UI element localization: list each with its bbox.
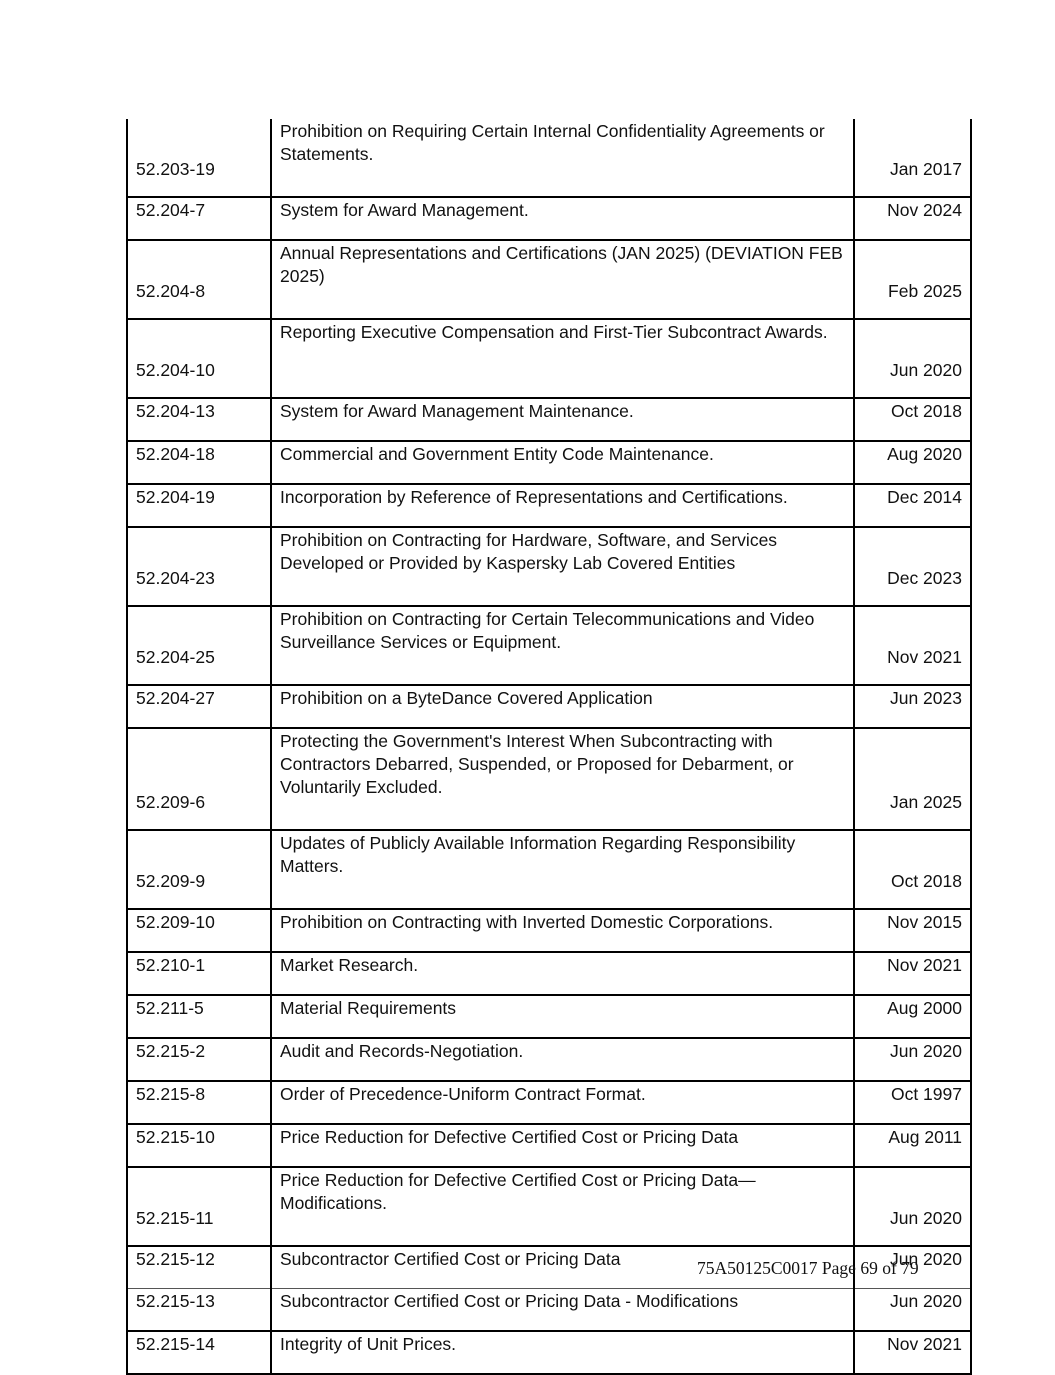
clause-title: Commercial and Government Entity Code Maintenance.: [271, 441, 854, 484]
clause-date: Nov 2024: [854, 197, 971, 240]
clause-title: Audit and Records-Negotiation.: [271, 1038, 854, 1081]
clause-date: Aug 2000: [854, 995, 971, 1038]
clauses-table: [126, 119, 972, 1375]
clause-date: Oct 2018: [854, 830, 971, 909]
clause-title: Prohibition on Contracting for Hardware, Software, and Services Developed or Provided by Kaspersky Lab Covered Entities: [271, 527, 854, 606]
clause-title: Subcontractor Certified Cost or Pricing Data - Modifications: [271, 1289, 854, 1332]
clause-number: 52.209-6: [127, 728, 271, 830]
clause-number: 52.204-7: [127, 197, 271, 240]
clause-number: 52.211-5: [127, 995, 271, 1038]
clause-date: Feb 2025: [854, 240, 971, 319]
clause-title: System for Award Management.: [271, 197, 854, 240]
clause-date: Jun 2020: [854, 319, 971, 398]
table-row: [127, 119, 971, 197]
clause-date: Aug 2020: [854, 441, 971, 484]
page-footer: 75A50125C0017 Page 69 of 79: [697, 1258, 919, 1278]
table-row: [127, 909, 971, 952]
clause-date: Nov 2015: [854, 909, 971, 952]
clause-title: Reporting Executive Compensation and First-Tier Subcontract Awards.: [271, 319, 854, 398]
table-row: [127, 1331, 971, 1374]
clause-date: Dec 2023: [854, 527, 971, 606]
clause-date: Nov 2021: [854, 606, 971, 685]
table-row: [127, 1124, 971, 1167]
table-row: [127, 1167, 971, 1246]
clause-title: Market Research.: [271, 952, 854, 995]
clause-title: System for Award Management Maintenance.: [271, 398, 854, 441]
table-row: [127, 728, 971, 830]
table-row: [127, 952, 971, 995]
clause-title: Protecting the Government's Interest When Subcontracting with Contractors Debarred, Suspended, or Proposed for Debarment, or Voluntarily Excluded.: [271, 728, 854, 830]
clause-number: 52.215-10: [127, 1124, 271, 1167]
clause-title: Price Reduction for Defective Certified Cost or Pricing Data: [271, 1124, 854, 1167]
clause-date: Jun 2020: [854, 1038, 971, 1081]
clause-title: Prohibition on Contracting with Inverted Domestic Corporations.: [271, 909, 854, 952]
clause-date: Jun 2020: [854, 1246, 971, 1289]
clause-number: 52.210-1: [127, 952, 271, 995]
clause-date: Oct 2018: [854, 398, 971, 441]
clause-title: Incorporation by Reference of Representations and Certifications.: [271, 484, 854, 527]
clause-title: Prohibition on Requiring Certain Internal Confidentiality Agreements or Statements.: [271, 119, 854, 197]
clause-number: 52.209-10: [127, 909, 271, 952]
clause-number: 52.209-9: [127, 830, 271, 909]
clause-date: Jan 2017: [854, 119, 971, 197]
clause-number: 52.215-2: [127, 1038, 271, 1081]
clause-title: Price Reduction for Defective Certified Cost or Pricing Data— Modifications.: [271, 1167, 854, 1246]
clause-number: 52.215-13: [127, 1289, 271, 1332]
clause-date: Jun 2020: [854, 1167, 971, 1246]
clause-date: Jun 2023: [854, 685, 971, 728]
clause-title: Updates of Publicly Available Information Regarding Responsibility Matters.: [271, 830, 854, 909]
clause-title: Annual Representations and Certifications (JAN 2025) (DEVIATION FEB 2025): [271, 240, 854, 319]
clause-number: 52.204-19: [127, 484, 271, 527]
table-row: [127, 1289, 971, 1332]
clause-number: 52.204-13: [127, 398, 271, 441]
clause-title: Subcontractor Certified Cost or Pricing Data: [271, 1246, 854, 1289]
table-row: [127, 606, 971, 685]
clause-number: 52.215-11: [127, 1167, 271, 1246]
clause-title: Material Requirements: [271, 995, 854, 1038]
clause-date: Aug 2011: [854, 1124, 971, 1167]
clause-title: Prohibition on Contracting for Certain Telecommunications and Video Surveillance Services or Equipment.: [271, 606, 854, 685]
table-row: [127, 527, 971, 606]
table-row: [127, 995, 971, 1038]
table-row: [127, 1081, 971, 1124]
table-row: [127, 240, 971, 319]
clause-date: Dec 2014: [854, 484, 971, 527]
clause-number: 52.204-18: [127, 441, 271, 484]
clause-date: Jan 2025: [854, 728, 971, 830]
table-row: [127, 441, 971, 484]
table-row: [127, 830, 971, 909]
clause-number: 52.204-23: [127, 527, 271, 606]
clause-number: 52.215-12: [127, 1246, 271, 1289]
table-row: [127, 1038, 971, 1081]
table-row: [127, 685, 971, 728]
clause-number: 52.203-19: [127, 119, 271, 197]
clause-number: 52.215-8: [127, 1081, 271, 1124]
clauses-table-body: [127, 119, 971, 1374]
table-row: [127, 319, 971, 398]
clause-number: 52.204-25: [127, 606, 271, 685]
table-row: [127, 484, 971, 527]
table-row: [127, 197, 971, 240]
clause-date: Nov 2021: [854, 952, 971, 995]
clause-number: 52.204-8: [127, 240, 271, 319]
table-row: [127, 398, 971, 441]
clause-date: Oct 1997: [854, 1081, 971, 1124]
clause-date: Jun 2020: [854, 1289, 971, 1332]
clause-title: Prohibition on a ByteDance Covered Application: [271, 685, 854, 728]
clause-number: 52.204-27: [127, 685, 271, 728]
clause-title: Integrity of Unit Prices.: [271, 1331, 854, 1374]
clause-date: Nov 2021: [854, 1331, 971, 1374]
clause-number: 52.204-10: [127, 319, 271, 398]
clause-number: 52.215-14: [127, 1331, 271, 1374]
clause-title: Order of Precedence-Uniform Contract Format.: [271, 1081, 854, 1124]
